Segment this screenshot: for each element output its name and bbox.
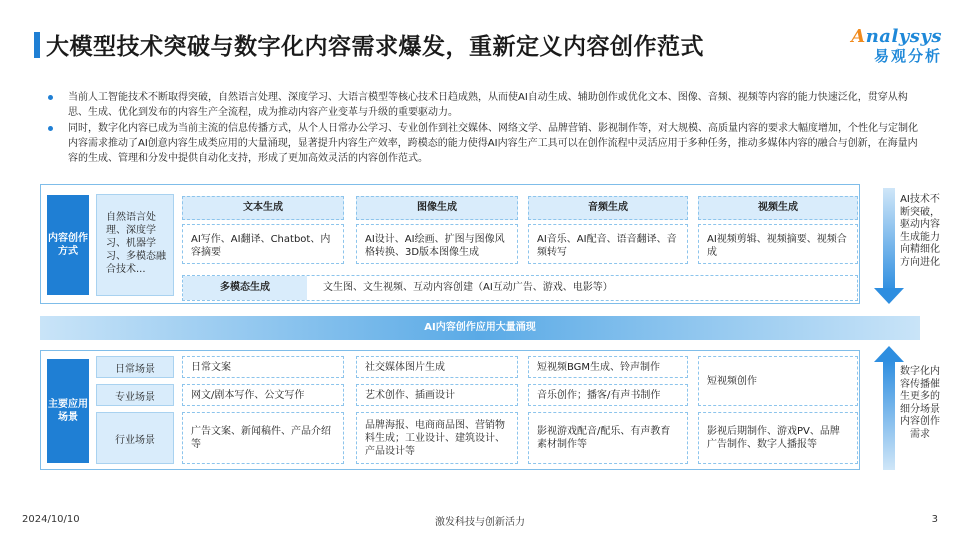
scenario-cell: 音乐创作；播客/有声书制作 <box>528 384 688 406</box>
bullet-dot-icon <box>48 95 53 100</box>
analysys-logo: Analysys 易观分析 <box>851 26 942 65</box>
category-image-body: AI设计、AI绘画、扩图与图像风格转换、3D版本图像生成 <box>356 224 518 264</box>
category-text-body: AI写作、AI翻译、Chatbot、内容摘要 <box>182 224 344 264</box>
category-image-head: 图像生成 <box>356 196 518 220</box>
category-video-head: 视频生成 <box>698 196 858 220</box>
row-label-industry: 行业场景 <box>96 412 174 464</box>
multimodal-row <box>182 275 858 301</box>
side-label-creation: 内容创作方式 <box>47 195 89 295</box>
arrow-text-top: AI技术不断突破，驱动内容生成能力向精细化方向进化 <box>900 194 940 268</box>
page-title: 大模型技术突破与数字化内容需求爆发，重新定义内容创作范式 <box>46 34 704 60</box>
row-label-daily: 日常场景 <box>96 356 174 378</box>
scenario-cell: 品牌海报、电商商品图、营销物料生成；工业设计、建筑设计、产品设计等 <box>356 412 518 464</box>
scenario-cell: 短视频BGM生成、铃声制作 <box>528 356 688 378</box>
category-audio-head: 音频生成 <box>528 196 688 220</box>
arrow-text-bottom: 数字化内容传播催生更多的细分场景内容创作需求 <box>900 366 940 440</box>
category-audio-body: AI音乐、AI配音、语音翻译、音频转写 <box>528 224 688 264</box>
center-banner: AI内容创作应用大量涌现 <box>40 316 920 340</box>
bullet-list <box>44 90 924 167</box>
footer-date: 2024/10/10 <box>22 514 80 525</box>
side-label-scenarios: 主要应用场景 <box>47 359 89 463</box>
logo-cn-text: 易观分析 <box>873 47 942 65</box>
category-text-head: 文本生成 <box>182 196 344 220</box>
scenario-cell: 影视游戏配音/配乐、有声教育素材制作等 <box>528 412 688 464</box>
bullet-item: 当前人工智能技术不断取得突破，自然语言处理、深度学习、大语言模型等核心技术日趋成熟，从而使AI自动生成、辅助创作或优化文本、图像、音频、视频等内容的能力快速泛化，贯穿从构思、生成、优化到发布的内容生产全流程，成为推动内容产业变革与升级的重要驱动力。 <box>44 90 924 120</box>
scenario-cell: 广告文案、新闻稿件、产品介绍等 <box>182 412 344 464</box>
row-label-professional: 专业场景 <box>96 384 174 406</box>
page-number: 3 <box>931 514 938 525</box>
bullet-item: 同时，数字化内容已成为当前主流的信息传播方式，从个人日常办公学习、专业创作到社交媒体、网络文学、品牌营销、影视制作等，对大规模、高质量内容的要求大幅度增加，个性化与定制化内容需求推动了AI创意内容生成类应用的大量涌现，显著提升内容生产效率，跨模态的能力使得AI内容生产工具可以在创作流程中灵活应用于多种任务，推动多媒体内容的融合与创新，在海量内容的生成、管理和分发中提供自动化支持，形成了更加高效灵活的内容创作范式。 <box>44 121 924 166</box>
tech-box: 自然语言处理、深度学习、机器学习、多模态融合技术... <box>96 194 174 296</box>
scenario-cell: 日常文案 <box>182 356 344 378</box>
multimodal-text: 文生图、文生视频、互动内容创建（AI互动广告、游戏、电影等） <box>323 282 613 293</box>
video-scenario-cell: 短视频创作 <box>698 356 858 406</box>
title-accent-bar <box>34 32 40 58</box>
footer-slogan: 激发科技与创新活力 <box>435 517 525 528</box>
video-scenario-cell: 影视后期制作、游戏PV、品牌广告制作、数字人播报等 <box>698 412 858 464</box>
scenario-cell: 社交媒体图片生成 <box>356 356 518 378</box>
multimodal-label: 多模态生成 <box>183 276 307 300</box>
scenario-cell: 网文/剧本写作、公文写作 <box>182 384 344 406</box>
category-video-body: AI视频剪辑、视频摘要、视频合成 <box>698 224 858 264</box>
bullet-dot-icon <box>48 126 53 131</box>
scenario-cell: 艺术创作、插画设计 <box>356 384 518 406</box>
